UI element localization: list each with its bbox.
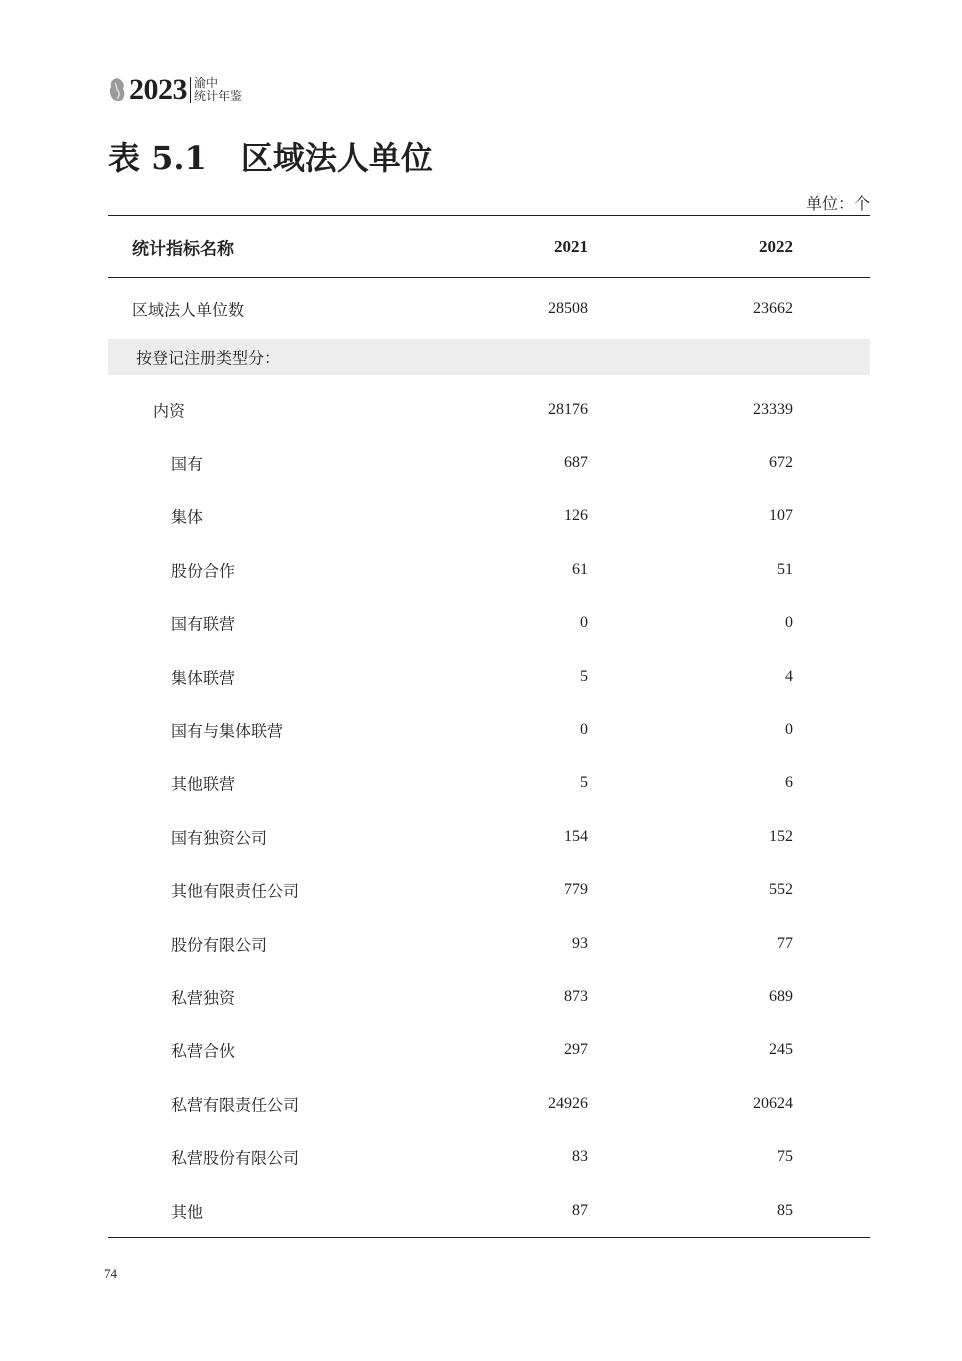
table-number: 表 5.1 bbox=[108, 139, 207, 177]
cell-2021: 5 bbox=[580, 774, 588, 792]
table-row bbox=[108, 864, 870, 917]
cell-2022: 23662 bbox=[753, 299, 793, 317]
row-label: 股份合作 bbox=[171, 561, 236, 581]
row-label: 私营有限责任公司 bbox=[171, 1095, 300, 1115]
cell-2021: 87 bbox=[572, 1201, 588, 1219]
row-label: 私营股份有限公司 bbox=[171, 1148, 300, 1168]
table-header-row bbox=[108, 216, 870, 278]
row-label: 国有联营 bbox=[171, 614, 236, 634]
cell-2021: 873 bbox=[564, 987, 588, 1005]
row-label: 国有 bbox=[171, 454, 204, 474]
cell-2022: 672 bbox=[769, 454, 793, 472]
cell-2021: 93 bbox=[572, 934, 588, 952]
cell-2021: 126 bbox=[564, 507, 588, 525]
logo-line-2: 统计年鉴 bbox=[194, 89, 243, 103]
cell-2021: 28508 bbox=[548, 299, 588, 317]
data-table bbox=[108, 215, 870, 1238]
row-label: 私营独资 bbox=[171, 988, 236, 1008]
cell-2022: 51 bbox=[777, 560, 793, 578]
row-label: 其他 bbox=[171, 1202, 204, 1222]
cell-2021: 28176 bbox=[548, 400, 588, 418]
cell-2022: 4 bbox=[785, 667, 793, 685]
cell-2021: 0 bbox=[580, 721, 588, 739]
table-row bbox=[108, 917, 870, 970]
table-row-total bbox=[108, 278, 870, 339]
cell-2021: 83 bbox=[572, 1148, 588, 1166]
unit-label: 单位：个 bbox=[805, 194, 870, 213]
column-header-2022: 2022 bbox=[759, 236, 793, 256]
cell-2021: 5 bbox=[580, 667, 588, 685]
cell-2021: 297 bbox=[564, 1041, 588, 1059]
page-number: 74 bbox=[104, 1266, 117, 1281]
cell-2021: 61 bbox=[572, 560, 588, 578]
cell-2022: 0 bbox=[785, 721, 793, 739]
table-row bbox=[108, 1024, 870, 1077]
row-label: 区域法人单位数 bbox=[132, 300, 245, 319]
table-row bbox=[108, 1184, 870, 1237]
cell-2022: 552 bbox=[769, 881, 793, 899]
cell-2021: 24926 bbox=[548, 1094, 588, 1112]
table-row bbox=[108, 810, 870, 863]
logo-text bbox=[194, 77, 242, 103]
table-row bbox=[108, 970, 870, 1023]
cell-2022: 75 bbox=[777, 1148, 793, 1166]
row-label: 其他联营 bbox=[171, 774, 236, 794]
table-row bbox=[108, 490, 870, 543]
table-row bbox=[108, 757, 870, 810]
cell-2021: 687 bbox=[564, 454, 588, 472]
cell-2022: 6 bbox=[785, 774, 793, 792]
cell-2022: 107 bbox=[769, 507, 793, 525]
table-title-text: 区域法人单位 bbox=[240, 139, 433, 177]
yearbook-logo bbox=[108, 74, 242, 106]
row-label: 集体联营 bbox=[171, 668, 236, 688]
detail-rows bbox=[108, 436, 870, 1237]
section-label: 按登记注册类型分： bbox=[136, 348, 281, 368]
cell-2022: 85 bbox=[777, 1201, 793, 1219]
logo-emblem-icon bbox=[108, 77, 126, 103]
section-row-registration-type bbox=[108, 339, 870, 375]
table-row bbox=[108, 703, 870, 756]
row-label: 国有独资公司 bbox=[171, 828, 268, 848]
logo-divider bbox=[190, 77, 191, 103]
cell-2021: 154 bbox=[564, 827, 588, 845]
column-header-2021: 2021 bbox=[554, 236, 588, 256]
table-title bbox=[108, 138, 433, 178]
table-row bbox=[108, 1077, 870, 1130]
cell-2022: 689 bbox=[769, 987, 793, 1005]
row-label: 集体 bbox=[171, 507, 204, 527]
column-header-indicator: 统计指标名称 bbox=[132, 239, 234, 259]
cell-2022: 77 bbox=[777, 934, 793, 952]
table-row bbox=[108, 1130, 870, 1183]
row-label: 国有与集体联营 bbox=[171, 721, 284, 741]
cell-2021: 779 bbox=[564, 881, 588, 899]
cell-2022: 23339 bbox=[753, 400, 793, 418]
cell-2021: 0 bbox=[580, 614, 588, 632]
table-row-domestic bbox=[108, 383, 870, 436]
table-row bbox=[108, 597, 870, 650]
row-label: 股份有限公司 bbox=[171, 935, 268, 955]
table-row bbox=[108, 543, 870, 596]
cell-2022: 20624 bbox=[753, 1094, 793, 1112]
cell-2022: 152 bbox=[769, 827, 793, 845]
row-label: 私营合伙 bbox=[171, 1041, 236, 1061]
cell-2022: 245 bbox=[769, 1041, 793, 1059]
row-label: 其他有限责任公司 bbox=[171, 881, 300, 901]
cell-2022: 0 bbox=[785, 614, 793, 632]
table-row bbox=[108, 650, 870, 703]
logo-line-1: 渝中 bbox=[194, 76, 219, 90]
logo-year: 2023 bbox=[129, 73, 187, 106]
row-label: 内资 bbox=[153, 401, 186, 421]
table-row bbox=[108, 436, 870, 489]
